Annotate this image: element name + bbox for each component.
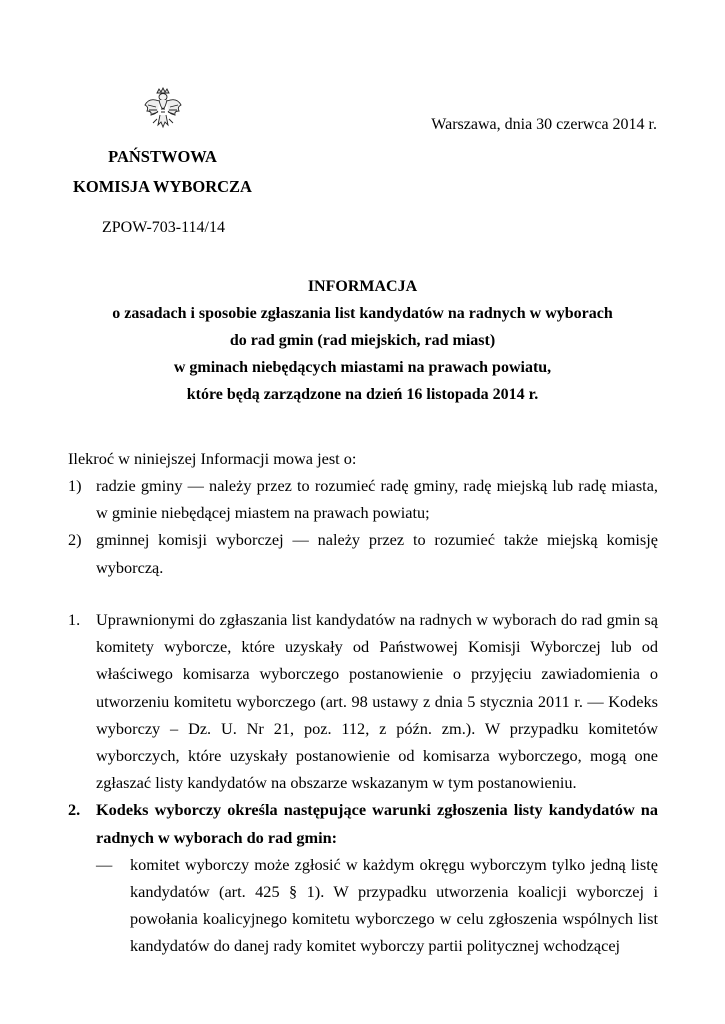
title-heading: INFORMACJA <box>307 278 418 295</box>
list-item-text: radzie gminy — należy przez to rozumieć radę gminy, radę miejską lub radę miasta, w gminie niebędącej miastem na prawach powiatu; <box>96 476 658 523</box>
sub-list-item <box>96 851 658 960</box>
organization-name <box>60 142 265 202</box>
organization-line-1: PAŃSTWOWA <box>108 147 217 166</box>
document-title <box>60 273 665 408</box>
definitions-list <box>68 472 658 581</box>
title-line-3: w gminach niebędących miastami na prawach powiatu, <box>173 359 552 376</box>
section-text: Uprawnionymi do zgłaszania list kandydatów na radnych w wyborach do rad gmin są komitety wyborcze, które uzyskały od Państwowej Komisji Wyborczej lub od właściwego komisarza wyborczego postanowienie o przyjęciu zawiadomienia o utworzeniu komitetu wyborczego (art. 98 ustawy z dnia 5 stycznia 2011 r. — Kodeks wyborczy – Dz. U. Nr 21, poz. 112, z późn. zm.). W przypadku komitetów wyborczych, które uzyskały postanowienie od komisarza wyborczego, mogą one zgłaszać listy kandydatów na obszarze wskazanym w tym postanowieniu. <box>96 610 658 793</box>
organization-line-2: KOMISJA WYBORCZA <box>73 177 252 196</box>
intro-paragraph: Ilekroć w niniejszej Informacji mowa jest o: <box>68 449 357 468</box>
reference-number: ZPOW-703-114/14 <box>102 219 225 236</box>
title-line-1: o zasadach i sposobie zgłaszania list kandydatów na radnych w wyborach <box>112 305 613 322</box>
section-item <box>68 606 658 796</box>
document-date: Warszawa, dnia 30 czerwca 2014 r. <box>431 116 657 133</box>
section-text: Kodeks wyborczy określa następujące warunki zgłoszenia listy kandydatów na radnych w wyborach do rad gmin: <box>96 800 658 847</box>
section-number: 2. <box>68 800 81 820</box>
sub-item-dash: — <box>96 854 113 874</box>
list-item-text: gminnej komisji wyborczej — należy przez to rozumieć także miejską komisję wyborczą. <box>96 530 658 577</box>
sections-list <box>68 606 658 960</box>
list-item-number: 1) <box>68 476 82 495</box>
sub-item-text: komitet wyborczy może zgłosić w każdym okręgu wyborczym tylko jedną listę kandydatów (art. 425 § 1). W przypadku utworzenia koalicji wyborczej i powołania koalicyjnego komitetu wyborczego w celu zgłoszenia wspólnych list kandydatów do danej rady komitet wyborczy partii politycznej wchodzącej <box>130 854 658 956</box>
list-item <box>68 472 658 526</box>
section-number: 1. <box>68 610 81 629</box>
title-line-2: do rad gmin (rad miejskich, rad miast) <box>229 332 496 349</box>
list-item-number: 2) <box>68 530 82 550</box>
title-line-4: które będą zarządzone na dzień 16 listopada 2014 r. <box>186 386 539 403</box>
list-item <box>68 526 658 580</box>
polish-eagle-emblem-icon <box>143 87 183 131</box>
section-item <box>68 796 658 959</box>
